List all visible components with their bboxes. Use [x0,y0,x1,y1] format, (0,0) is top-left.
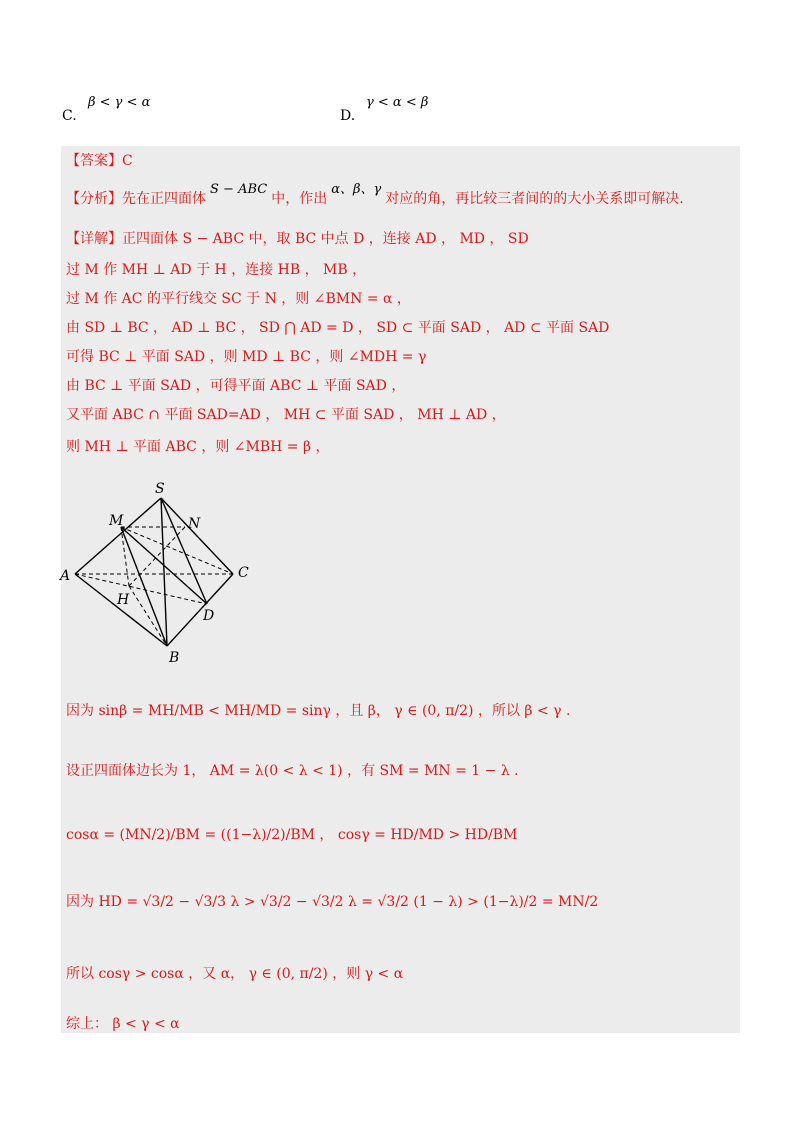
reasoning-line-14: 综上： β < γ < α [66,1016,180,1032]
edge-cb [167,574,233,646]
segment-md [121,527,207,604]
analysis-text-1: 先在正四面体 [122,191,206,207]
detail-line-1 [66,228,529,248]
analysis-text-3: 对应的角，再比较三者间的的大小关系即可解决. [385,191,684,207]
analysis-math-tetrahedron: S − ABC [210,182,268,197]
option-c-text: β < γ < α [88,95,151,110]
detail-line-4: 由 SD ⊥ BC ， AD ⊥ BC ， SD ⋂ AD = D ， SD ⊂ 平面 SAD ， AD ⊂ 平面 SAD [66,320,610,336]
detail-line-3: 过 M 作 AC 的平行线交 SC 于 N ，则 ∠BMN = α ， [66,291,411,307]
label-a: A [60,568,71,584]
reasoning-line-12: 因为 HD = √3/2 − √3/3 λ > √3/2 − √3/2 λ = √3/2 (1 − λ) > (1−λ)/2 = MN/2 [66,894,599,910]
answer-value: C [122,153,133,169]
label-s: S [155,481,165,497]
answer-label: 【答案】 [66,153,122,169]
reasoning-line-9: 因为 sinβ = MH/MB < MH/MD = sinγ ，且 β， γ ∈ (0, π/2) ，所以 β < γ . [66,703,571,719]
detail-line-8: 则 MH ⊥ 平面 ABC ，则 ∠MBH = β ， [66,439,330,455]
segment-sd [161,498,207,604]
detail-line-2: 过 M 作 MH ⊥ AD 于 H ，连接 HB ， MB ， [66,262,367,278]
reasoning-line-10: 设正四面体边长为 1， AM = λ(0 < λ < 1) ，有 SM = MN = 1 − λ . [66,763,519,779]
label-c: C [238,565,249,581]
analysis-label: 【分析】 [66,191,122,207]
label-n: N [188,516,201,532]
label-h: H [117,592,130,608]
option-d-label: D. [340,108,356,124]
analysis-text-2: 中，作出 [271,191,328,207]
reasoning-line-11: cosα = (MN/2)/BM = ((1−λ)/2)/BM ， cosγ = HD/MD > HD/BM [66,827,518,843]
analysis-math-angles: α、β、γ [331,182,382,197]
tetrahedron-figure [55,478,265,668]
label-d: D [203,608,215,624]
label-m: M [109,513,124,529]
label-b: B [169,650,180,666]
reasoning-line-13: 所以 cosγ > cosα ，又 α， γ ∈ (0, π/2) ，则 γ < α [66,966,404,982]
detail-text-1: 正四面体 S − ABC 中，取 BC 中点 D ，连接 AD ， MD ， SD [122,231,529,247]
edge-sb [161,498,167,646]
answer-line [66,150,133,170]
option-c-label: C. [62,108,77,124]
detail-line-7: 又平面 ABC ∩ 平面 SAD=AD ， MH ⊂ 平面 SAD ， MH ⊥ AD ， [66,407,506,423]
analysis-line [66,178,684,212]
edge-sc [161,498,233,574]
edge-sa [75,498,161,574]
option-d-text: γ < α < β [366,95,429,110]
detail-line-6: 由 BC ⊥ 平面 SAD ，可得平面 ABC ⊥ 平面 SAD ， [66,378,406,394]
detail-label: 【详解】 [66,231,122,247]
detail-line-5: 可得 BC ⊥ 平面 SAD ，则 MD ⊥ BC ，则 ∠MDH = γ [66,349,427,365]
